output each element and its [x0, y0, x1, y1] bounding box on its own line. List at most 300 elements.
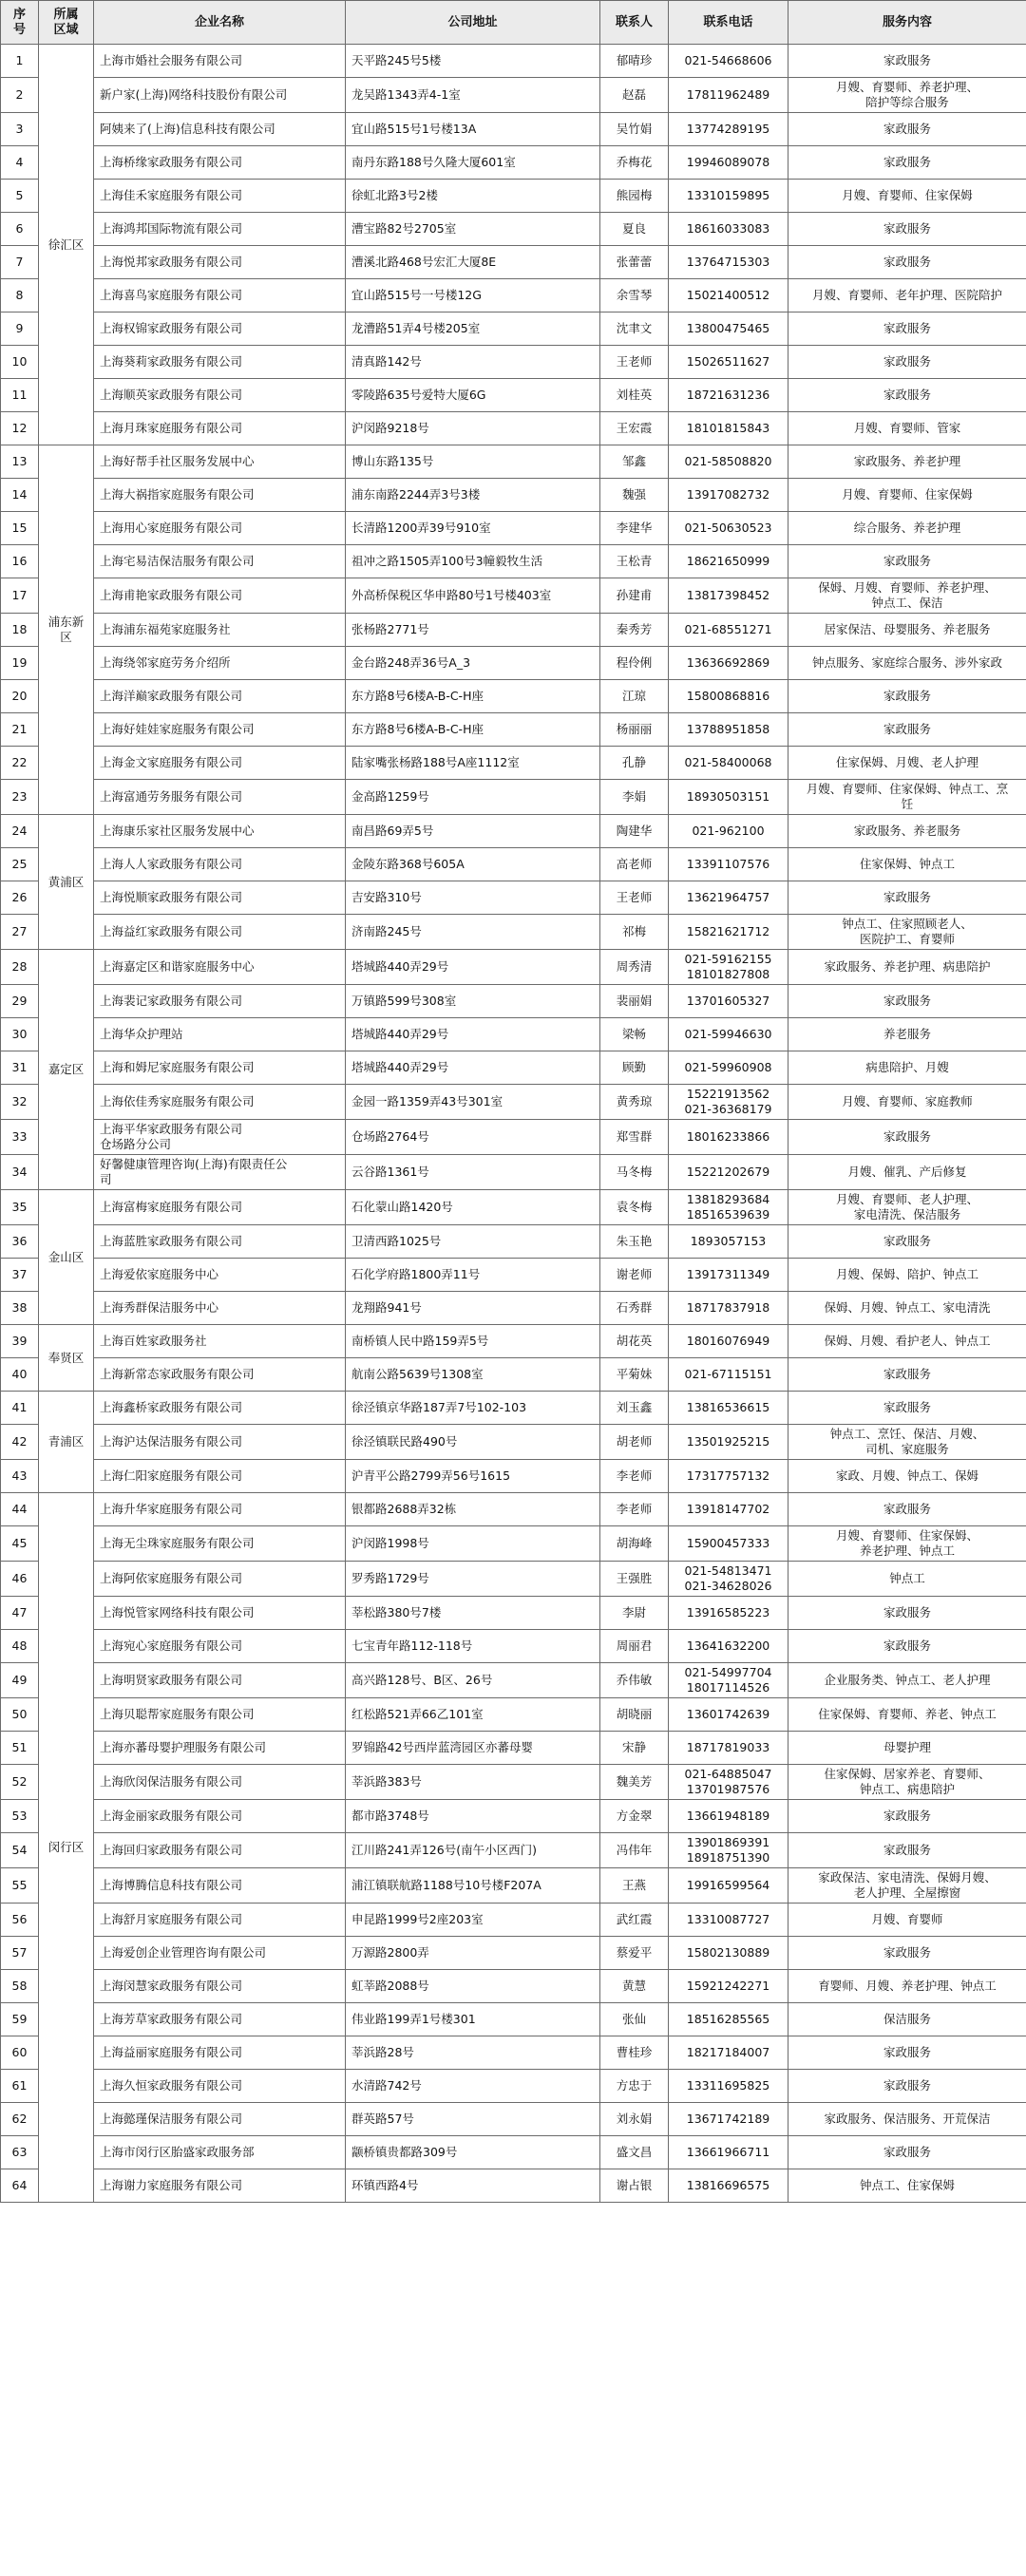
row-phone: 15026511627 — [669, 346, 788, 379]
row-address: 颛桥镇贵都路309号 — [346, 2136, 600, 2169]
row-address: 漕溪北路468号宏汇大厦8E — [346, 246, 600, 279]
row-company: 上海阿依家庭服务有限公司 — [94, 1562, 346, 1597]
row-phone: 13901869391 18918751390 — [669, 1833, 788, 1868]
row-contact: 李娟 — [600, 780, 669, 815]
district-cell: 黄浦区 — [39, 815, 94, 950]
row-contact: 沈聿文 — [600, 313, 669, 346]
row-seq: 18 — [1, 614, 39, 647]
row-company: 上海人人家政服务有限公司 — [94, 848, 346, 881]
row-address: 仓场路2764号 — [346, 1120, 600, 1155]
row-address: 群英路57号 — [346, 2103, 600, 2136]
row-seq: 63 — [1, 2136, 39, 2169]
row-contact: 刘永娟 — [600, 2103, 669, 2136]
row-company: 新户家(上海)网络科技股份有限公司 — [94, 78, 346, 113]
row-company: 上海贝聪帮家庭服务有限公司 — [94, 1698, 346, 1732]
row-contact: 平菊妹 — [600, 1358, 669, 1392]
row-service: 家政服务、养老服务 — [788, 815, 1026, 848]
row-address: 龙漕路51弄4号楼205室 — [346, 313, 600, 346]
row-service: 家政服务 — [788, 2036, 1026, 2070]
row-phone: 13701605327 — [669, 985, 788, 1018]
row-address: 徐虹北路3号2楼 — [346, 180, 600, 213]
row-service: 钟点服务、家庭综合服务、涉外家政 — [788, 647, 1026, 680]
row-contact: 高老师 — [600, 848, 669, 881]
table-row — [1, 479, 1026, 512]
row-seq: 43 — [1, 1460, 39, 1493]
row-service: 月嫂、育婴师、养老护理、 陪护等综合服务 — [788, 78, 1026, 113]
row-phone: 13311695825 — [669, 2070, 788, 2103]
table-row — [1, 1018, 1026, 1051]
district-cell: 嘉定区 — [39, 950, 94, 1190]
row-service: 家政服务 — [788, 1392, 1026, 1425]
table-row — [1, 1597, 1026, 1630]
row-contact: 刘桂英 — [600, 379, 669, 412]
row-contact: 周丽君 — [600, 1630, 669, 1663]
row-seq: 34 — [1, 1155, 39, 1190]
row-address: 塔城路440弄29号 — [346, 950, 600, 985]
row-company: 上海顺英家政服务有限公司 — [94, 379, 346, 412]
row-service: 住家保姆、居家养老、育婴师、 钟点工、病患陪护 — [788, 1765, 1026, 1800]
table-row — [1, 915, 1026, 950]
row-phone: 15800868816 — [669, 680, 788, 713]
row-seq: 45 — [1, 1526, 39, 1562]
table-row — [1, 1460, 1026, 1493]
row-phone: 13661948189 — [669, 1800, 788, 1833]
row-phone: 13918147702 — [669, 1493, 788, 1526]
row-service: 家政、月嫂、钟点工、保姆 — [788, 1460, 1026, 1493]
district-cell: 闵行区 — [39, 1493, 94, 2203]
row-company: 上海闵慧家政服务有限公司 — [94, 1970, 346, 2003]
row-service: 养老服务 — [788, 1018, 1026, 1051]
row-phone: 18101815843 — [669, 412, 788, 445]
row-service: 家政服务 — [788, 2070, 1026, 2103]
row-service: 保姆、月嫂、看护老人、钟点工 — [788, 1325, 1026, 1358]
row-contact: 夏良 — [600, 213, 669, 246]
table-row — [1, 1325, 1026, 1358]
table-row — [1, 2070, 1026, 2103]
row-address: 金园一路1359弄43号301室 — [346, 1085, 600, 1120]
district-cell: 浦东新区 — [39, 445, 94, 815]
row-seq: 38 — [1, 1292, 39, 1325]
row-seq: 17 — [1, 578, 39, 614]
row-seq: 23 — [1, 780, 39, 815]
row-contact: 武红霞 — [600, 1904, 669, 1937]
header-contact: 联系人 — [600, 1, 669, 45]
row-seq: 52 — [1, 1765, 39, 1800]
row-company: 上海谢力家庭服务有限公司 — [94, 2169, 346, 2203]
table-row — [1, 1663, 1026, 1698]
row-address: 沪闵路1998号 — [346, 1526, 600, 1562]
row-phone: 15221202679 — [669, 1155, 788, 1190]
row-contact: 杨丽丽 — [600, 713, 669, 747]
row-contact: 胡海峰 — [600, 1526, 669, 1562]
row-seq: 44 — [1, 1493, 39, 1526]
row-address: 徐泾镇京华路187弄7号102-103 — [346, 1392, 600, 1425]
row-address: 金陵东路368号605A — [346, 848, 600, 881]
table-row — [1, 2136, 1026, 2169]
row-company: 上海大祸指家庭服务有限公司 — [94, 479, 346, 512]
row-service: 家政服务 — [788, 881, 1026, 915]
table-row — [1, 1765, 1026, 1800]
row-seq: 40 — [1, 1358, 39, 1392]
row-service: 家政服务 — [788, 1800, 1026, 1833]
row-address: 金高路1259号 — [346, 780, 600, 815]
row-address: 漕宝路82号2705室 — [346, 213, 600, 246]
row-address: 祖冲之路1505弄100号3幢毅牧生活 — [346, 545, 600, 578]
row-phone: 021-54668606 — [669, 45, 788, 78]
row-company: 上海康乐家社区服务发展中心 — [94, 815, 346, 848]
row-contact: 祁梅 — [600, 915, 669, 950]
row-service: 家政服务 — [788, 146, 1026, 180]
row-address: 宜山路515号1号楼13A — [346, 113, 600, 146]
row-contact: 江琼 — [600, 680, 669, 713]
row-phone: 13818293684 18516539639 — [669, 1190, 788, 1225]
table-row — [1, 680, 1026, 713]
row-company: 上海亦蕃母婴护理服务有限公司 — [94, 1732, 346, 1765]
row-address: 莘浜路383号 — [346, 1765, 600, 1800]
row-address: 塔城路440弄29号 — [346, 1051, 600, 1085]
row-phone: 021-58400068 — [669, 747, 788, 780]
row-phone: 13788951858 — [669, 713, 788, 747]
row-company: 上海平华家政服务有限公司 仓场路分公司 — [94, 1120, 346, 1155]
row-service: 家政服务 — [788, 346, 1026, 379]
row-phone: 18930503151 — [669, 780, 788, 815]
row-seq: 28 — [1, 950, 39, 985]
row-seq: 14 — [1, 479, 39, 512]
row-service: 家政服务 — [788, 45, 1026, 78]
row-phone: 021-54997704 18017114526 — [669, 1663, 788, 1698]
table-row — [1, 1120, 1026, 1155]
row-seq: 60 — [1, 2036, 39, 2070]
row-seq: 12 — [1, 412, 39, 445]
row-address: 外高桥保税区华申路80号1号楼403室 — [346, 578, 600, 614]
row-phone: 13501925215 — [669, 1425, 788, 1460]
row-phone: 13774289195 — [669, 113, 788, 146]
row-contact: 秦秀芳 — [600, 614, 669, 647]
row-seq: 36 — [1, 1225, 39, 1259]
row-phone: 021-54813471 021-34628026 — [669, 1562, 788, 1597]
row-address: 沪青平公路2799弄56号1615 — [346, 1460, 600, 1493]
row-contact: 顾勤 — [600, 1051, 669, 1085]
row-contact: 马冬梅 — [600, 1155, 669, 1190]
row-service: 育婴师、月嫂、养老护理、钟点工 — [788, 1970, 1026, 2003]
row-contact: 胡晓丽 — [600, 1698, 669, 1732]
row-contact: 张蕾蕾 — [600, 246, 669, 279]
row-company: 上海芳草家政服务有限公司 — [94, 2003, 346, 2036]
row-seq: 9 — [1, 313, 39, 346]
row-contact: 李老师 — [600, 1460, 669, 1493]
row-address: 东方路8号6楼A-B-C-H座 — [346, 713, 600, 747]
row-address: 航南公路5639号1308室 — [346, 1358, 600, 1392]
row-address: 水清路742号 — [346, 2070, 600, 2103]
row-contact: 周秀清 — [600, 950, 669, 985]
row-contact: 梁畅 — [600, 1018, 669, 1051]
table-row — [1, 1526, 1026, 1562]
row-seq: 2 — [1, 78, 39, 113]
row-company: 上海仁阳家庭服务有限公司 — [94, 1460, 346, 1493]
row-seq: 6 — [1, 213, 39, 246]
row-contact: 赵磊 — [600, 78, 669, 113]
row-seq: 26 — [1, 881, 39, 915]
row-service: 家政服务 — [788, 246, 1026, 279]
row-contact: 王松青 — [600, 545, 669, 578]
row-service: 保洁服务 — [788, 2003, 1026, 2036]
row-company: 上海蓝胜家政服务有限公司 — [94, 1225, 346, 1259]
row-phone: 17811962489 — [669, 78, 788, 113]
row-address: 清真路142号 — [346, 346, 600, 379]
row-seq: 22 — [1, 747, 39, 780]
row-address: 江川路241弄126号(南午小区西门) — [346, 1833, 600, 1868]
table-row — [1, 1630, 1026, 1663]
row-service: 家政服务、养老护理 — [788, 445, 1026, 479]
row-address: 济南路245号 — [346, 915, 600, 950]
row-seq: 8 — [1, 279, 39, 313]
table-row — [1, 313, 1026, 346]
row-address: 龙翔路941号 — [346, 1292, 600, 1325]
row-company: 上海华众护理站 — [94, 1018, 346, 1051]
row-address: 虹莘路2088号 — [346, 1970, 600, 2003]
table-row — [1, 2003, 1026, 2036]
row-phone: 13641632200 — [669, 1630, 788, 1663]
row-seq: 64 — [1, 2169, 39, 2203]
row-service: 家政服务 — [788, 680, 1026, 713]
row-service: 家政保洁、家电清洗、保姆月嫂、 老人护理、全屋擦窗 — [788, 1868, 1026, 1904]
row-company: 上海嘉定区和谐家庭服务中心 — [94, 950, 346, 985]
row-seq: 39 — [1, 1325, 39, 1358]
row-phone: 15021400512 — [669, 279, 788, 313]
row-contact: 李建华 — [600, 512, 669, 545]
row-company: 上海新常态家政服务有限公司 — [94, 1358, 346, 1392]
row-contact: 胡老师 — [600, 1425, 669, 1460]
table-row — [1, 1358, 1026, 1392]
row-service: 家政服务 — [788, 545, 1026, 578]
row-service: 住家保姆、月嫂、老人护理 — [788, 747, 1026, 780]
row-seq: 19 — [1, 647, 39, 680]
row-address: 金台路248弄36号A_3 — [346, 647, 600, 680]
row-address: 莘松路380号7楼 — [346, 1597, 600, 1630]
row-seq: 13 — [1, 445, 39, 479]
row-service: 家政服务 — [788, 1358, 1026, 1392]
header-address: 公司地址 — [346, 1, 600, 45]
row-phone: 13816536615 — [669, 1392, 788, 1425]
row-address: 浦东南路2244弄3号3楼 — [346, 479, 600, 512]
table-row — [1, 346, 1026, 379]
table-row — [1, 545, 1026, 578]
row-address: 银都路2688弄32栋 — [346, 1493, 600, 1526]
row-company: 上海佳禾家庭服务有限公司 — [94, 180, 346, 213]
row-contact: 邹鑫 — [600, 445, 669, 479]
row-company: 上海益红家政服务有限公司 — [94, 915, 346, 950]
table-row — [1, 780, 1026, 815]
row-company: 上海秀群保洁服务中心 — [94, 1292, 346, 1325]
table-row — [1, 45, 1026, 78]
row-company: 上海月珠家庭服务有限公司 — [94, 412, 346, 445]
row-seq: 53 — [1, 1800, 39, 1833]
row-contact: 朱玉艳 — [600, 1225, 669, 1259]
table-row — [1, 2036, 1026, 2070]
row-phone: 13391107576 — [669, 848, 788, 881]
row-contact: 胡花英 — [600, 1325, 669, 1358]
row-phone: 021-64885047 13701987576 — [669, 1765, 788, 1800]
row-address: 张杨路2771号 — [346, 614, 600, 647]
table-row — [1, 1085, 1026, 1120]
row-address: 伟业路199弄1号楼301 — [346, 2003, 600, 2036]
row-service: 家政服务 — [788, 1597, 1026, 1630]
row-seq: 55 — [1, 1868, 39, 1904]
table-row — [1, 647, 1026, 680]
row-service: 母婴护理 — [788, 1732, 1026, 1765]
row-phone: 18721631236 — [669, 379, 788, 412]
row-phone: 021-68551271 — [669, 614, 788, 647]
row-phone: 19946089078 — [669, 146, 788, 180]
row-address: 红松路521弄66乙101室 — [346, 1698, 600, 1732]
row-seq: 48 — [1, 1630, 39, 1663]
table-row — [1, 1259, 1026, 1292]
row-company: 上海浦东福苑家庭服务社 — [94, 614, 346, 647]
row-phone: 13310087727 — [669, 1904, 788, 1937]
row-service: 月嫂、育婴师、住家保姆 — [788, 180, 1026, 213]
row-service: 月嫂、保姆、陪护、钟点工 — [788, 1259, 1026, 1292]
row-address: 零陵路635号爱特大厦6G — [346, 379, 600, 412]
row-seq: 20 — [1, 680, 39, 713]
row-contact: 黄秀琼 — [600, 1085, 669, 1120]
row-service: 企业服务类、钟点工、老人护理 — [788, 1663, 1026, 1698]
row-seq: 62 — [1, 2103, 39, 2136]
row-company: 上海依佳秀家庭服务有限公司 — [94, 1085, 346, 1120]
row-company: 阿姨来了(上海)信息科技有限公司 — [94, 113, 346, 146]
row-seq: 4 — [1, 146, 39, 180]
row-company: 上海鑫桥家政服务有限公司 — [94, 1392, 346, 1425]
table-row — [1, 1800, 1026, 1833]
row-service: 家政服务 — [788, 1937, 1026, 1970]
row-contact: 郑雪群 — [600, 1120, 669, 1155]
row-service: 家政服务、保洁服务、开荒保洁 — [788, 2103, 1026, 2136]
row-service: 保姆、月嫂、钟点工、家电清洗 — [788, 1292, 1026, 1325]
row-company: 上海舒月家庭服务有限公司 — [94, 1904, 346, 1937]
row-contact: 谢老师 — [600, 1259, 669, 1292]
row-phone: 13817398452 — [669, 578, 788, 614]
row-company: 上海悦顺家政服务有限公司 — [94, 881, 346, 915]
row-service: 月嫂、育婴师、住家保姆 — [788, 479, 1026, 512]
row-service: 家政服务 — [788, 379, 1026, 412]
row-service: 家政服务、养老护理、病患陪护 — [788, 950, 1026, 985]
table-row — [1, 881, 1026, 915]
table-row — [1, 2169, 1026, 2203]
table-row — [1, 379, 1026, 412]
row-seq: 30 — [1, 1018, 39, 1051]
row-contact: 王老师 — [600, 881, 669, 915]
row-address: 环镇西路4号 — [346, 2169, 600, 2203]
row-seq: 58 — [1, 1970, 39, 2003]
row-phone: 021-58508820 — [669, 445, 788, 479]
table-row — [1, 747, 1026, 780]
row-service: 家政服务 — [788, 1630, 1026, 1663]
row-seq: 10 — [1, 346, 39, 379]
row-phone: 15921242271 — [669, 1970, 788, 2003]
table-row — [1, 1562, 1026, 1597]
row-contact: 曹桂珍 — [600, 2036, 669, 2070]
table-row — [1, 1155, 1026, 1190]
row-contact: 方金翠 — [600, 1800, 669, 1833]
row-seq: 7 — [1, 246, 39, 279]
row-address: 万镇路599号308室 — [346, 985, 600, 1018]
row-service: 月嫂、育婴师、管家 — [788, 412, 1026, 445]
row-contact: 吴竹娟 — [600, 113, 669, 146]
row-service: 月嫂、育婴师、老年护理、医院陪护 — [788, 279, 1026, 313]
row-company: 上海富梅家庭服务有限公司 — [94, 1190, 346, 1225]
row-phone: 18717819033 — [669, 1732, 788, 1765]
row-company: 上海益丽家庭服务有限公司 — [94, 2036, 346, 2070]
row-seq: 27 — [1, 915, 39, 950]
row-phone: 18016076949 — [669, 1325, 788, 1358]
row-address: 徐泾镇联民路490号 — [346, 1425, 600, 1460]
row-service: 月嫂、育婴师、老人护理、 家电清洗、保洁服务 — [788, 1190, 1026, 1225]
row-address: 卫清西路1025号 — [346, 1225, 600, 1259]
row-phone: 13310159895 — [669, 180, 788, 213]
row-contact: 孔静 — [600, 747, 669, 780]
table-row — [1, 1937, 1026, 1970]
row-contact: 冯伟年 — [600, 1833, 669, 1868]
row-company: 上海甫艳家政服务有限公司 — [94, 578, 346, 614]
row-phone: 19916599564 — [669, 1868, 788, 1904]
table-row — [1, 848, 1026, 881]
row-service: 家政服务 — [788, 1493, 1026, 1526]
row-phone: 15821621712 — [669, 915, 788, 950]
row-company: 上海权锦家政服务有限公司 — [94, 313, 346, 346]
row-contact: 宋静 — [600, 1732, 669, 1765]
row-seq: 21 — [1, 713, 39, 747]
district-cell: 金山区 — [39, 1190, 94, 1325]
row-contact: 王老师 — [600, 346, 669, 379]
district-cell: 徐汇区 — [39, 45, 94, 445]
row-contact: 王燕 — [600, 1868, 669, 1904]
row-phone: 13816696575 — [669, 2169, 788, 2203]
row-contact: 蔡爱平 — [600, 1937, 669, 1970]
row-service: 综合服务、养老护理 — [788, 512, 1026, 545]
row-service: 住家保姆、育婴师、养老、钟点工 — [788, 1698, 1026, 1732]
row-address: 沪闵路9218号 — [346, 412, 600, 445]
row-company: 上海懿瑾保洁服务有限公司 — [94, 2103, 346, 2136]
row-company: 上海葵莉家政服务有限公司 — [94, 346, 346, 379]
row-phone: 15900457333 — [669, 1526, 788, 1562]
row-company: 好馨健康管理咨询(上海)有限责任公 司 — [94, 1155, 346, 1190]
row-phone: 18621650999 — [669, 545, 788, 578]
row-address: 东方路8号6楼A-B-C-H座 — [346, 680, 600, 713]
row-phone: 17317757132 — [669, 1460, 788, 1493]
row-company: 上海欣闵保洁服务有限公司 — [94, 1765, 346, 1800]
row-phone: 18516285565 — [669, 2003, 788, 2036]
row-address: 南昌路69弄5号 — [346, 815, 600, 848]
row-seq: 1 — [1, 45, 39, 78]
row-address: 宜山路515号一号楼12G — [346, 279, 600, 313]
row-company: 上海金丽家政服务有限公司 — [94, 1800, 346, 1833]
table-row — [1, 2103, 1026, 2136]
row-service: 保姆、月嫂、育婴师、养老护理、 钟点工、保洁 — [788, 578, 1026, 614]
district-cell: 奉贤区 — [39, 1325, 94, 1392]
row-address: 博山东路135号 — [346, 445, 600, 479]
row-seq: 35 — [1, 1190, 39, 1225]
table-row — [1, 578, 1026, 614]
row-service: 住家保姆、钟点工 — [788, 848, 1026, 881]
table-row — [1, 985, 1026, 1018]
row-service: 钟点工 — [788, 1562, 1026, 1597]
row-service: 家政服务 — [788, 1833, 1026, 1868]
row-contact: 谢占银 — [600, 2169, 669, 2203]
row-contact: 李老师 — [600, 1493, 669, 1526]
row-phone: 021-50630523 — [669, 512, 788, 545]
row-company: 上海用心家庭服务有限公司 — [94, 512, 346, 545]
row-phone: 1893057153 — [669, 1225, 788, 1259]
row-company: 上海明贤家政服务有限公司 — [94, 1663, 346, 1698]
